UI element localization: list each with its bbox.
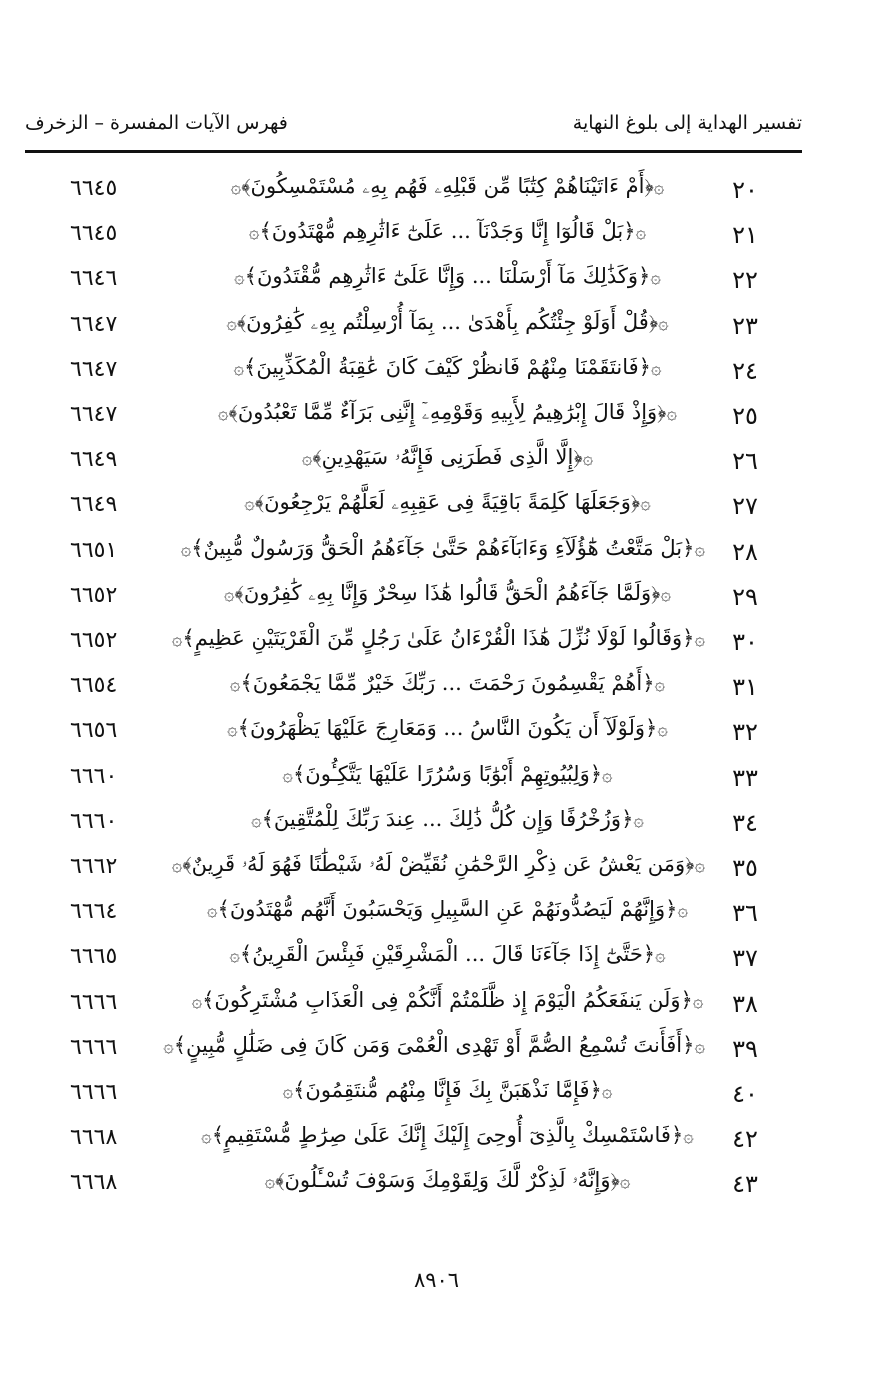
index-row <box>0 1029 873 1073</box>
ornament-icon: ۞ <box>191 990 203 1012</box>
ornament-icon: ۞ <box>248 222 260 244</box>
ornament-icon: ۞ <box>694 629 705 650</box>
verse-text <box>190 762 705 786</box>
verse-text <box>163 1032 705 1057</box>
index-row <box>0 306 873 350</box>
ornament-icon: ۞ <box>229 674 241 696</box>
verse-quote: ﴿فَانتَقَمْنَا مِنْهُمْ فَانظُرْ كَيْفَ كَانَ عَٰقِبَةُ الْمُكَذِّبِينَ﴾ <box>244 354 651 379</box>
verse-quote: ﴿بَلْ قَالُوٓا إِنَّا وَجَدْنَآ ... عَلَىٰٓ ءَاثَٰرِهِم مُّهْتَدُونَ﴾ <box>259 219 636 244</box>
verse-text <box>190 310 705 335</box>
ornament-icon: ۞ <box>683 1126 694 1148</box>
verse-text <box>190 400 705 425</box>
section-title: فهرس الآيات المفسرة – الزخرف <box>25 112 288 134</box>
page-reference: ٦٦٤٥ <box>70 221 118 247</box>
ornament-icon: ۞ <box>658 312 669 334</box>
verse-quote: ﴿أَمْ ءَاتَيْنَاهُمْ كِتَٰبًا مِّن قَبْلِهِۦ فَهُم بِهِۦ مُسْتَمْسِكُونَ﴾ <box>241 174 654 198</box>
page-reference: ٦٦٤٧ <box>70 311 118 337</box>
header-rule <box>25 150 802 153</box>
ornament-icon: ۞ <box>226 312 237 334</box>
ornament-icon: ۞ <box>180 538 192 560</box>
page-reference: ٦٦٤٧ <box>70 402 118 427</box>
verse-text <box>171 626 705 650</box>
verse-number: ٢٢ <box>732 266 758 295</box>
ornament-icon: ۞ <box>640 493 651 515</box>
ornament-icon: ۞ <box>633 809 644 831</box>
verse-quote: ﴿وَلِبُيُوتِهِمْ أَبْوَٰبًا وَسُرُرًا عَلَيْهَا يَتَّكِـُٔونَ﴾ <box>292 761 603 786</box>
verse-number: ٢٤ <box>732 356 758 385</box>
verse-text <box>190 445 705 470</box>
page-reference: ٦٦٦٨ <box>70 1170 118 1196</box>
verse-number: ٣٩ <box>732 1034 758 1063</box>
verse-quote: ﴿فَإِمَّا نَذْهَبَنَّ بِكَ فَإِنَّا مِنْهُم مُّنتَقِمُونَ﴾ <box>293 1078 602 1102</box>
verse-text <box>190 807 705 831</box>
page-reference: ٦٦٥٢ <box>70 582 118 608</box>
ornament-icon: ۞ <box>635 222 647 244</box>
page-reference: ٦٦٦٤ <box>70 899 118 925</box>
page-reference: ٦٦٤٩ <box>70 492 118 518</box>
verse-number: ٢٠ <box>732 176 758 204</box>
verse-number: ٣٢ <box>732 718 758 747</box>
verse-text <box>190 716 705 740</box>
ornament-icon: ۞ <box>655 945 666 967</box>
verse-quote: ﴿أَفَأَنتَ تُسْمِعُ الصُّمَّ أَوْ تَهْدِى الْعُمْىَ وَمَن كَانَ فِى ضَلَٰلٍ مُّبِينٍ﴾ <box>173 1032 695 1057</box>
verse-number: ٣١ <box>732 673 758 702</box>
verse-number: ٣٦ <box>732 899 758 928</box>
ornament-icon: ۞ <box>282 764 293 786</box>
page-reference: ٦٦٦٦ <box>70 1034 118 1060</box>
index-row <box>0 1074 873 1118</box>
verse-text <box>190 581 705 606</box>
page-number: ٨٩٠٦ <box>413 1268 460 1292</box>
ornament-icon: ۞ <box>244 493 255 515</box>
verse-number: ٢٨ <box>732 537 758 566</box>
verse-quote: ﴿وَلَمَّا جَآءَهُمُ الْحَقُّ قَالُوا هَٰذَا سِحْرٌ وَإِنَّا بِهِۦ كَٰفِرُونَ﴾ <box>234 580 661 605</box>
page-reference: ٦٦٦٦ <box>70 1080 118 1105</box>
verse-text <box>190 355 705 379</box>
verse-text <box>190 219 705 243</box>
verse-number: ٢٥ <box>732 402 758 430</box>
verse-quote: ﴿وَلَن يَنفَعَكُمُ الْيَوْمَ إِذ ظَّلَمْتُمْ أَنَّكُمْ فِى الْعَذَابِ مُشْتَرِكُونَ﴾ <box>202 987 693 1012</box>
ornament-icon: ۞ <box>650 267 661 289</box>
verse-number: ٣٨ <box>732 989 758 1018</box>
index-row <box>0 441 873 485</box>
page-reference: ٦٦٥٢ <box>70 628 118 653</box>
ornament-icon: ۞ <box>677 900 688 922</box>
verse-quote: ﴿وَلَوْلَآ أَن يَكُونَ النَّاسُ ... وَمَعَارِجَ عَلَيْهَا يَظْهَرُونَ﴾ <box>237 716 658 741</box>
ornament-icon: ۞ <box>660 583 672 605</box>
ornament-icon: ۞ <box>650 357 662 379</box>
verse-number: ٢٧ <box>732 492 758 521</box>
verse-text <box>180 535 705 560</box>
ornament-icon: ۞ <box>694 1035 705 1057</box>
index-row <box>0 260 873 304</box>
verse-text <box>190 264 705 288</box>
index-row <box>0 351 873 395</box>
ornament-icon: ۞ <box>694 855 705 876</box>
running-header <box>25 112 802 142</box>
index-row <box>0 577 873 621</box>
ornament-icon: ۞ <box>692 990 704 1012</box>
verse-quote: ﴿وَمَن يَعْشُ عَن ذِكْرِ الرَّحْمَٰنِ نُقَيِّضْ لَهُۥ شَيْطَٰنًا فَهُوَ لَهُۥ قَرِينٌ﴾ <box>182 852 695 876</box>
verse-text <box>190 490 705 515</box>
ornament-icon: ۞ <box>657 719 668 741</box>
page-reference: ٦٦٤٩ <box>70 447 118 473</box>
ornament-icon: ۞ <box>582 448 594 470</box>
verse-text <box>171 852 705 877</box>
verse-number: ٣٤ <box>732 808 758 837</box>
verse-number: ٤٣ <box>732 1170 758 1199</box>
ornament-icon: ۞ <box>171 855 183 876</box>
page-reference: ٦٦٤٦ <box>70 266 118 292</box>
verse-number: ٤٢ <box>732 1125 758 1154</box>
ornament-icon: ۞ <box>694 538 705 560</box>
page-reference: ٦٦٥١ <box>70 537 118 563</box>
index-row <box>0 984 873 1028</box>
index-row <box>0 893 873 937</box>
ornament-icon: ۞ <box>163 1035 174 1057</box>
index-row <box>0 938 873 982</box>
index-row <box>0 712 873 756</box>
verse-number: ٣٣ <box>732 763 758 792</box>
verse-text <box>190 1168 705 1193</box>
index-row <box>0 486 873 530</box>
ornament-icon: ۞ <box>654 674 666 696</box>
ornament-icon: ۞ <box>229 945 240 967</box>
verse-text <box>190 1123 705 1147</box>
verse-text <box>190 897 705 921</box>
verse-quote: ﴿فَاسْتَمْسِكْ بِالَّذِىٓ أُوحِىَ إِلَيْكَ إِنَّكَ عَلَىٰ صِرَٰطٍ مُّسْتَقِيمٍ﴾ <box>211 1123 684 1148</box>
page-reference: ٦٦٦٦ <box>70 989 118 1015</box>
verse-quote: ﴿وَجَعَلَهَا كَلِمَةً بَاقِيَةً فِى عَقِبِهِۦ لَعَلَّهُمْ يَرْجِعُونَ﴾ <box>254 490 641 515</box>
page-reference: ٦٦٦٨ <box>70 1125 118 1151</box>
verse-quote: ﴿وَقَالُوا لَوْلَا نُزِّلَ هَٰذَا الْقُرْءَانُ عَلَىٰ رَجُلٍ مِّنَ الْقَرْيَتَيْنِ عَظِيمٍ﴾ <box>182 626 695 650</box>
verse-number: ٢٣ <box>732 311 758 340</box>
verse-number: ٣٧ <box>732 944 758 973</box>
verse-quote: ﴿أَهُمْ يَقْسِمُونَ رَحْمَتَ ... رَبِّكَ خَيْرٌ مِّمَّا يَجْمَعُونَ﴾ <box>240 671 655 696</box>
ornament-icon: ۞ <box>223 583 235 605</box>
page-reference: ٦٦٤٥ <box>70 176 118 201</box>
verse-quote: ﴿بَلْ مَتَّعْتُ هَٰٓؤُلَآءِ وَءَابَآءَهُمْ حَتَّىٰ جَآءَهُمُ الْحَقُّ وَرَسُولٌ مُّبِينٌ﴾ <box>191 535 695 560</box>
page-reference: ٦٦٦٠ <box>70 808 118 834</box>
verse-quote: ﴿وَإِذْ قَالَ إِبْرَٰهِيمُ لِأَبِيهِ وَقَوْمِهِۦٓ إِنَّنِى بَرَآءٌ مِّمَّا تَعْبُدُونَ﴾ <box>228 400 667 424</box>
page-reference: ٦٦٥٤ <box>70 673 118 699</box>
ornament-icon: ۞ <box>601 1081 613 1102</box>
index-row <box>0 532 873 576</box>
ornament-icon: ۞ <box>653 177 665 198</box>
verse-quote: ﴿حَتَّىٰٓ إِذَا جَآءَنَا قَالَ ... الْمَشْرِقَيْنِ فَبِئْسَ الْقَرِينُ﴾ <box>239 942 656 967</box>
ornament-icon: ۞ <box>230 177 242 198</box>
verse-number: ٣٠ <box>732 628 758 656</box>
index-row <box>0 848 873 892</box>
book-title: تفسير الهداية إلى بلوغ النهاية <box>572 112 802 134</box>
verse-quote: ﴿وَإِنَّهُۥ لَذِكْرٌ لَّكَ وَلِقَوْمِكَ وَسَوْفَ تُسْـَٔلُونَ﴾ <box>275 1168 620 1193</box>
index-row <box>0 396 873 440</box>
verse-text <box>190 942 705 966</box>
ornament-icon: ۞ <box>234 267 245 289</box>
page-reference: ٦٦٦٢ <box>70 854 118 879</box>
index-row <box>0 803 873 847</box>
index-row <box>0 622 873 666</box>
ornament-icon: ۞ <box>602 764 613 786</box>
index-row <box>0 1119 873 1163</box>
index-row <box>0 667 873 711</box>
verse-number: ٢٩ <box>732 582 758 611</box>
verse-text <box>190 1078 705 1102</box>
page-reference: ٦٦٦٠ <box>70 763 118 789</box>
verse-number: ٢٦ <box>732 447 758 476</box>
index-row <box>0 758 873 802</box>
ornament-icon: ۞ <box>217 403 229 424</box>
verse-text <box>190 671 705 695</box>
verse-quote: ﴿قُلْ أَوَلَوْ جِئْتُكُم بِأَهْدَىٰ ... بِمَآ أُرْسِلْتُم بِهِۦ كَٰفِرُونَ﴾ <box>236 309 659 334</box>
ornament-icon: ۞ <box>207 900 218 922</box>
verse-quote: ﴿وَزُخْرُفًا وَإِن كُلُّ ذَٰلِكَ ... عِندَ رَبِّكَ لِلْمُتَّقِينَ﴾ <box>261 806 634 831</box>
verse-text <box>190 988 705 1012</box>
ornament-icon: ۞ <box>227 719 238 741</box>
index-row <box>0 170 873 214</box>
ornament-icon: ۞ <box>619 1171 631 1193</box>
ornament-icon: ۞ <box>201 1126 212 1148</box>
verse-quote: ﴿وَإِنَّهُمْ لَيَصُدُّونَهُمْ عَنِ السَّبِيلِ وَيَحْسَبُونَ أَنَّهُم مُّهْتَدُونَ﴾ <box>217 897 678 922</box>
index-row <box>0 215 873 259</box>
ornament-icon: ۞ <box>251 809 262 831</box>
verse-quote: ﴿وَكَذَٰلِكَ مَآ أَرْسَلْنَا ... وَإِنَّا عَلَىٰٓ ءَاثَٰرِهِم مُّقْتَدُونَ﴾ <box>244 264 651 289</box>
page-reference: ٦٦٤٧ <box>70 356 118 382</box>
ornament-icon: ۞ <box>301 448 313 470</box>
verse-number: ٢١ <box>732 221 758 250</box>
ornament-icon: ۞ <box>171 629 183 650</box>
verse-number: ٤٠ <box>732 1080 758 1108</box>
ornament-icon: ۞ <box>264 1171 276 1193</box>
ornament-icon: ۞ <box>666 403 678 424</box>
page-reference: ٦٦٦٥ <box>70 944 118 970</box>
verse-quote: ﴿إِلَّا الَّذِى فَطَرَنِى فَإِنَّهُۥ سَيَهْدِينِ﴾ <box>312 445 583 470</box>
index-row <box>0 1164 873 1208</box>
verse-text <box>190 174 705 199</box>
ornament-icon: ۞ <box>233 357 245 379</box>
ornament-icon: ۞ <box>282 1081 294 1102</box>
verse-number: ٣٥ <box>732 854 758 882</box>
page-reference: ٦٦٥٦ <box>70 718 118 744</box>
